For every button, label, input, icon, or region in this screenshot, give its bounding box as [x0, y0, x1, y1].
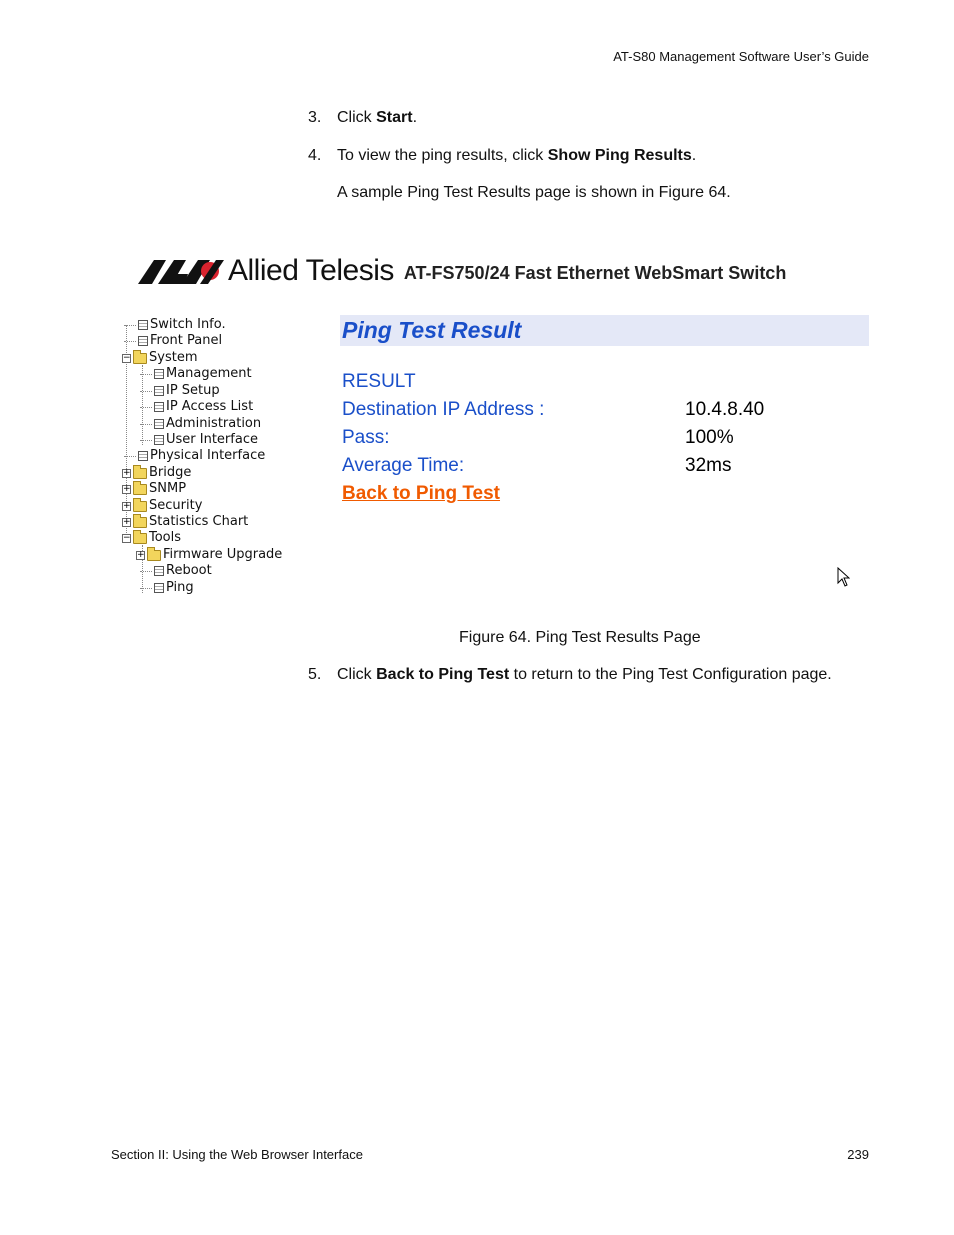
allied-telesis-logo-icon — [138, 256, 224, 286]
page-icon — [154, 435, 164, 445]
collapse-icon[interactable]: − — [123, 532, 131, 543]
page-title: Ping Test Result — [342, 317, 522, 343]
page-number: 239 — [847, 1147, 869, 1162]
nav-item-tools[interactable]: − Tools — [123, 530, 182, 545]
nav-item-statistics-chart[interactable]: + Statistics Chart — [123, 514, 249, 529]
step-bold: Show Ping Results — [547, 147, 692, 164]
step-bold: Back to Ping Test — [376, 666, 510, 683]
result-heading: RESULT — [342, 371, 416, 392]
page-icon — [154, 369, 164, 379]
step-text-end: to return to the Ping Test Configuration page. — [509, 666, 832, 683]
step-text-end: . — [691, 147, 697, 164]
product-name: AT-FS750/24 Fast Ethernet WebSmart Switch — [403, 263, 787, 283]
figure-banner — [138, 252, 786, 286]
step-text: To view the ping results, click — [337, 147, 548, 164]
expand-icon[interactable]: + — [123, 483, 131, 494]
nav-item-firmware-upgrade[interactable]: + Firmware Upgrade — [137, 547, 283, 562]
nav-item-switch-info[interactable]: Switch Info. — [124, 317, 226, 333]
expand-icon[interactable]: + — [123, 516, 131, 527]
folder-icon — [133, 468, 147, 479]
sample-text: A sample Ping Test Results page is shown in Figure 64. — [337, 184, 731, 201]
step-3 — [308, 109, 417, 127]
expand-icon[interactable]: + — [137, 549, 145, 560]
pass-label: Pass: — [342, 427, 390, 448]
step-4 — [308, 147, 696, 165]
average-time-value: 32ms — [685, 455, 732, 476]
step-5 — [308, 666, 832, 684]
nav-item-bridge[interactable]: + Bridge — [123, 465, 192, 480]
nav-item-security[interactable]: + Security — [123, 498, 203, 513]
folder-icon — [133, 484, 147, 495]
step-text: Click — [337, 109, 377, 126]
step-bold: Start — [376, 109, 413, 126]
nav-item-front-panel[interactable]: Front Panel — [124, 333, 222, 349]
collapse-icon[interactable]: − — [123, 352, 131, 363]
page-icon — [138, 336, 148, 346]
nav-item-ip-setup[interactable]: IP Setup — [140, 383, 220, 399]
nav-item-system[interactable]: − System — [123, 350, 198, 365]
back-to-ping-test-link[interactable]: Back to Ping Test — [342, 483, 501, 504]
page-icon — [154, 386, 164, 396]
nav-item-administration[interactable]: Administration — [140, 416, 261, 432]
folder-icon — [133, 501, 147, 512]
page-icon — [138, 451, 148, 461]
footer-section: Section II: Using the Web Browser Interface — [111, 1147, 363, 1162]
folder-icon — [147, 550, 161, 561]
open-folder-icon — [133, 353, 147, 364]
nav-item-management[interactable]: Management — [140, 366, 252, 382]
step-text: Click — [337, 666, 377, 683]
page-icon — [154, 402, 164, 412]
figure-caption: Figure 64. Ping Test Results Page — [459, 629, 701, 646]
open-folder-icon — [133, 533, 147, 544]
nav-item-ip-access-list[interactable]: IP Access List — [140, 399, 253, 415]
step-text-end: . — [412, 109, 418, 126]
step-number: 5. — [308, 666, 322, 683]
company-name: Allied Telesis — [228, 254, 394, 287]
pass-value: 100% — [685, 427, 734, 448]
nav-item-ping[interactable]: Ping — [140, 580, 194, 596]
page-icon — [154, 419, 164, 429]
step-number: 4. — [308, 147, 322, 164]
page-icon — [138, 320, 148, 330]
nav-item-physical-interface[interactable]: Physical Interface — [124, 448, 265, 464]
folder-icon — [133, 517, 147, 528]
page-icon — [154, 566, 164, 576]
nav-item-snmp[interactable]: + SNMP — [123, 481, 187, 496]
page-icon — [154, 583, 164, 593]
destination-ip-label: Destination IP Address : — [342, 399, 545, 420]
running-header: AT-S80 Management Software User’s Guide — [613, 49, 869, 64]
expand-icon[interactable]: + — [123, 500, 131, 511]
expand-icon[interactable]: + — [123, 467, 131, 478]
nav-item-reboot[interactable]: Reboot — [140, 563, 212, 579]
step-number: 3. — [308, 109, 322, 126]
nav-item-user-interface[interactable]: User Interface — [140, 432, 258, 448]
mouse-cursor-icon — [837, 567, 850, 588]
destination-ip-value: 10.4.8.40 — [685, 399, 765, 420]
average-time-label: Average Time: — [342, 455, 465, 476]
